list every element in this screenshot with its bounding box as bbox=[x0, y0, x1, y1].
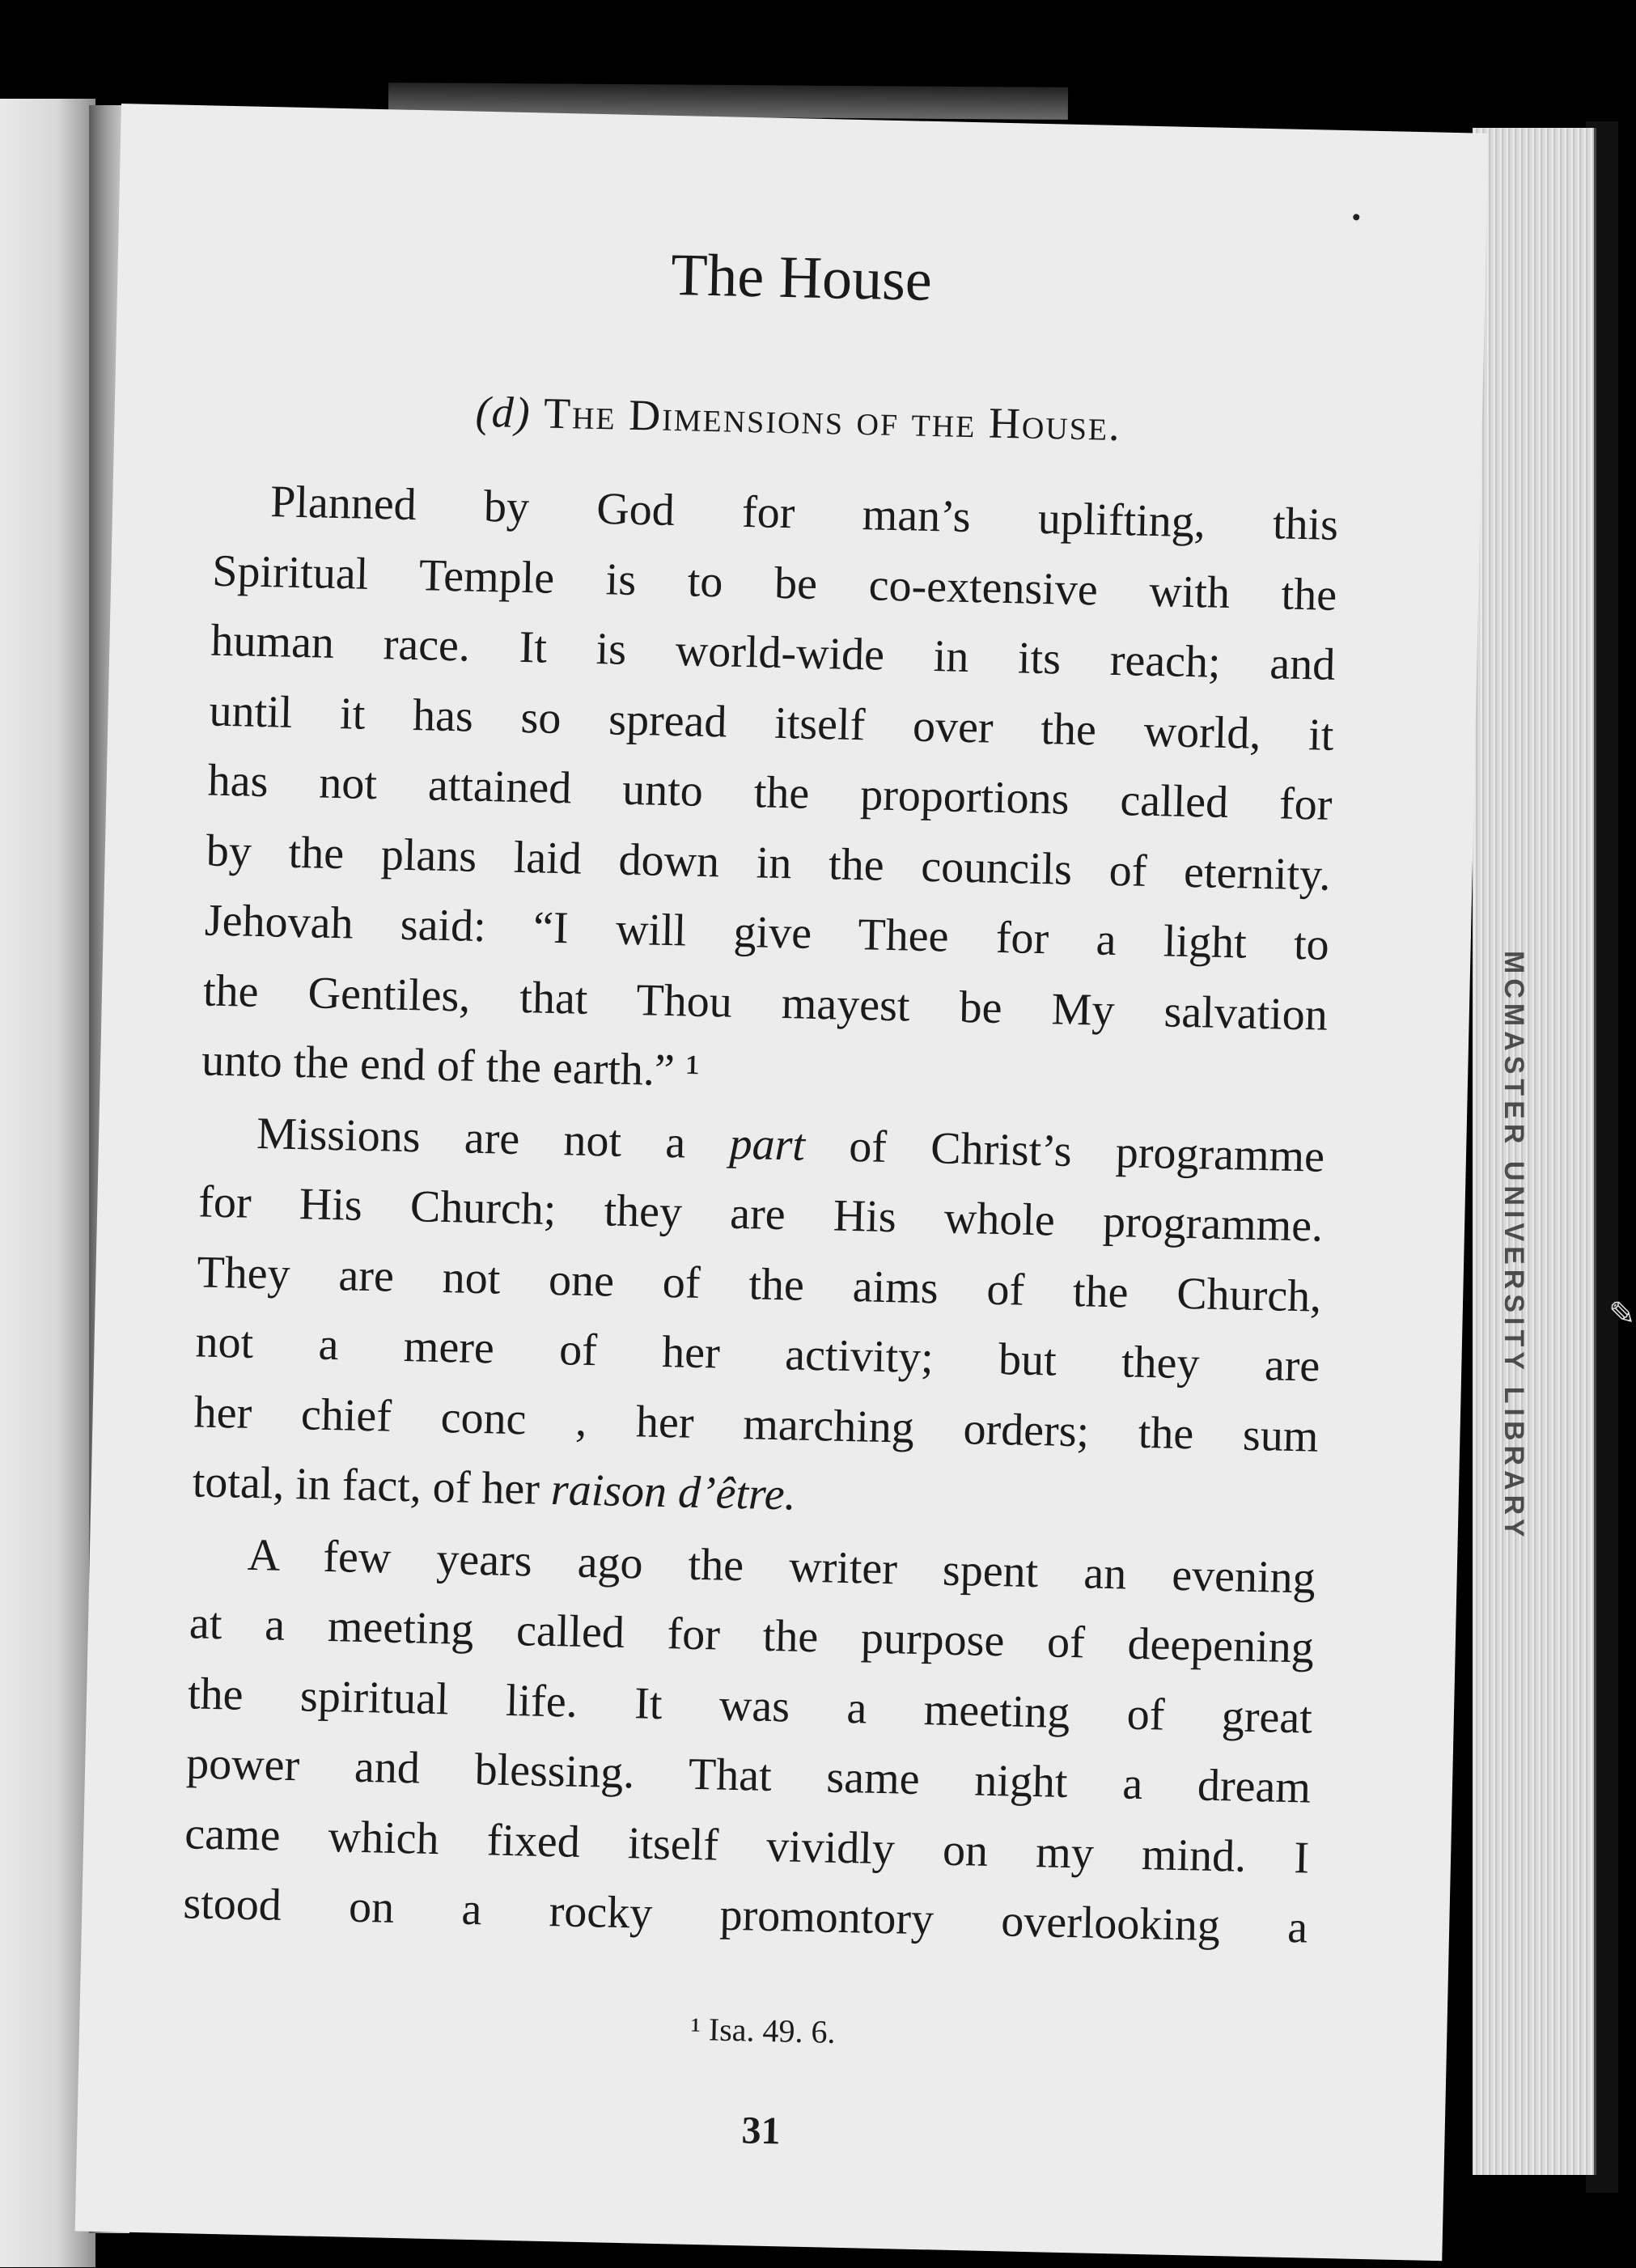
body-text bbox=[183, 466, 1339, 1965]
text-line: unto the end of the earth.” ¹ bbox=[201, 1035, 701, 1096]
section-label: (d) bbox=[475, 387, 532, 438]
footnote: ¹ Isa. 49. 6. bbox=[690, 2010, 837, 2050]
book-page bbox=[75, 104, 1489, 2261]
text-line: power and blessing. That same night a dream bbox=[185, 1738, 1312, 1813]
text-line: Spiritual Temple is to be co-extensive with the bbox=[211, 545, 1337, 621]
paragraph bbox=[201, 466, 1339, 1121]
paragraph bbox=[192, 1097, 1325, 1541]
library-stamp: MCMASTER UNIVERSITY LIBRARY bbox=[1498, 951, 1529, 1542]
section-title: The Dimensions of the House. bbox=[543, 388, 1122, 451]
text-line: stood on a rocky promontory overlooking a bbox=[182, 1878, 1308, 1953]
text-line: until it has so spread itself over the world, it bbox=[208, 685, 1335, 761]
text-line: the Gentiles, that Thou mayest be My salvation bbox=[202, 964, 1329, 1041]
text-line: came which fixed itself vividly on my mind. I bbox=[184, 1808, 1310, 1884]
text-line: at a meeting called for the purpose of deepening bbox=[189, 1598, 1315, 1673]
text-line: not a mere of her activity; but they are bbox=[194, 1316, 1320, 1392]
paragraph bbox=[183, 1519, 1316, 1963]
text-line: human race. It is world-wide in its reach; and bbox=[210, 615, 1336, 690]
page-number: 31 bbox=[740, 2109, 782, 2153]
text-line: They are not one of the aims of the Church, bbox=[196, 1246, 1322, 1322]
text-line: total, in fact, of her raison d’être. bbox=[192, 1456, 797, 1520]
ink-speck bbox=[1353, 214, 1359, 220]
text-line: Missions are not a part of Christ’s programme bbox=[256, 1108, 1325, 1182]
scan-artifact: ✎ bbox=[1608, 1295, 1636, 1332]
text-line: by the plans laid down in the councils of eternity. bbox=[206, 825, 1332, 901]
text-line: her chief conc , her marching orders; the sum bbox=[193, 1386, 1320, 1462]
text-line: the spiritual life. It was a meeting of great bbox=[187, 1668, 1313, 1744]
text-line: A few years ago the writer spent an evening bbox=[247, 1529, 1316, 1604]
text-line: Planned by God for man’s uplifting, this bbox=[269, 477, 1339, 550]
running-header: The House bbox=[670, 241, 933, 314]
text-line: for His Church; they are His whole programme. bbox=[197, 1176, 1324, 1252]
text-line: has not attained unto the proportions called for bbox=[207, 755, 1333, 830]
text-line: Jehovah said: “I will give Thee for a light to bbox=[204, 895, 1330, 970]
section-heading bbox=[114, 379, 1482, 459]
